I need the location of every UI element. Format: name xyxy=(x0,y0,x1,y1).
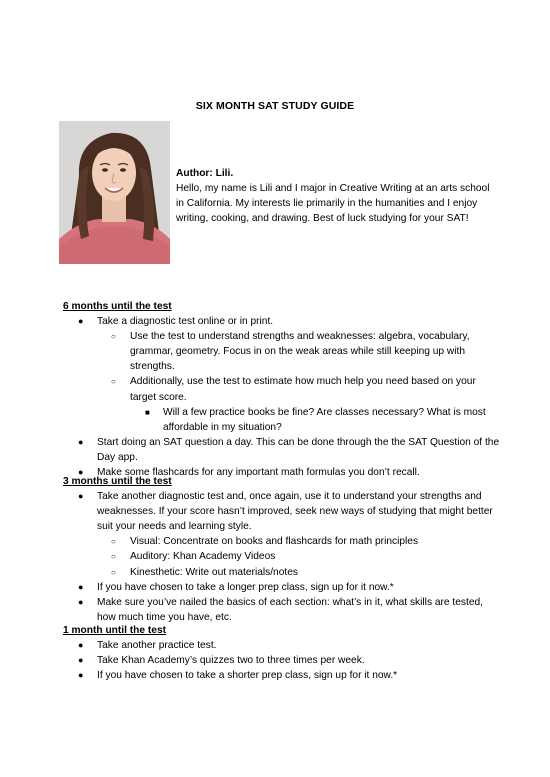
circle-bullet-icon: ○ xyxy=(111,537,116,547)
bullet-icon: ● xyxy=(78,655,84,666)
page-title: SIX MONTH SAT STUDY GUIDE xyxy=(195,100,355,112)
bullet-icon: ● xyxy=(78,670,84,681)
list-item: ○ Auditory: Khan Academy Videos xyxy=(63,549,503,564)
list-item: ● Take another practice test. xyxy=(63,638,503,653)
section-heading: 3 months until the test xyxy=(63,476,172,487)
bullet-icon: ● xyxy=(78,581,84,592)
section-list xyxy=(63,638,503,683)
bullet-icon: ● xyxy=(78,596,84,607)
section-list xyxy=(63,314,503,480)
bullet-icon: ● xyxy=(78,491,84,502)
section-three-months xyxy=(63,474,503,625)
list-item: ○ Additionally, use the test to estimate how much help you need based on your target score. xyxy=(111,376,476,403)
bullet-icon: ● xyxy=(78,316,84,327)
list-item: ● Make sure you’ve nailed the basics of each section: what’s in it, what skills are tested, how much time you have, etc. xyxy=(78,596,484,623)
circle-bullet-icon: ○ xyxy=(111,567,116,577)
list-item: ● Take another diagnostic test and, once again, use it to understand your strengths and weaknesses. If your score hasn’t improved, seek new ways of studying that might better suit your needs and learning style. xyxy=(78,491,493,533)
list-item: ■ Will a few practice books be fine? Are classes necessary? What is most affordable in my situation? xyxy=(145,406,486,433)
square-bullet-icon: ■ xyxy=(145,407,150,417)
circle-bullet-icon: ○ xyxy=(111,377,116,387)
list-item: ● Take a diagnostic test online or in print. xyxy=(63,314,503,329)
circle-bullet-icon: ○ xyxy=(111,552,116,562)
section-six-months xyxy=(63,299,503,480)
author-name: Author: Lili. xyxy=(176,168,234,179)
section-one-month xyxy=(63,623,503,683)
circle-bullet-icon: ○ xyxy=(111,332,116,342)
list-item: ● If you have chosen to take a shorter prep class, sign up for it now.* xyxy=(63,668,503,683)
bullet-icon: ● xyxy=(78,436,84,447)
section-list xyxy=(63,489,503,625)
list-item: ○ Visual: Concentrate on books and flashcards for math principles xyxy=(63,534,503,549)
list-item: ● Start doing an SAT question a day. This can be done through the the SAT Question of the Day app. xyxy=(78,436,500,463)
author-photo xyxy=(59,121,170,264)
list-item: ● Take Khan Academy’s quizzes two to three times per week. xyxy=(63,653,503,668)
bullet-icon: ● xyxy=(78,640,84,651)
section-heading: 1 month until the test xyxy=(63,625,167,636)
bullet-icon: ● xyxy=(78,467,84,478)
author-bio: Hello, my name is Lili and I major in Creative Writing at an arts school in California. My interests lie primarily in the humanities and I enjoy writing, cooking, and drawing. Best of luck studying for your SAT! xyxy=(176,183,490,224)
list-item: ○ Kinesthetic: Write out materials/notes xyxy=(63,565,503,580)
list-item: ○ Use the test to understand strengths and weaknesses: algebra, vocabulary, grammar, geometry. Focus in on the weak areas while still keeping up with strengths. xyxy=(111,331,470,373)
section-heading: 6 months until the test xyxy=(63,301,172,312)
author-portrait-image xyxy=(59,121,170,264)
list-item: ● Make some flashcards for any important math formulas you don’t recall. xyxy=(63,465,503,480)
author-info xyxy=(176,166,496,226)
list-item: ● If you have chosen to take a longer prep class, sign up for it now.* xyxy=(63,580,503,595)
